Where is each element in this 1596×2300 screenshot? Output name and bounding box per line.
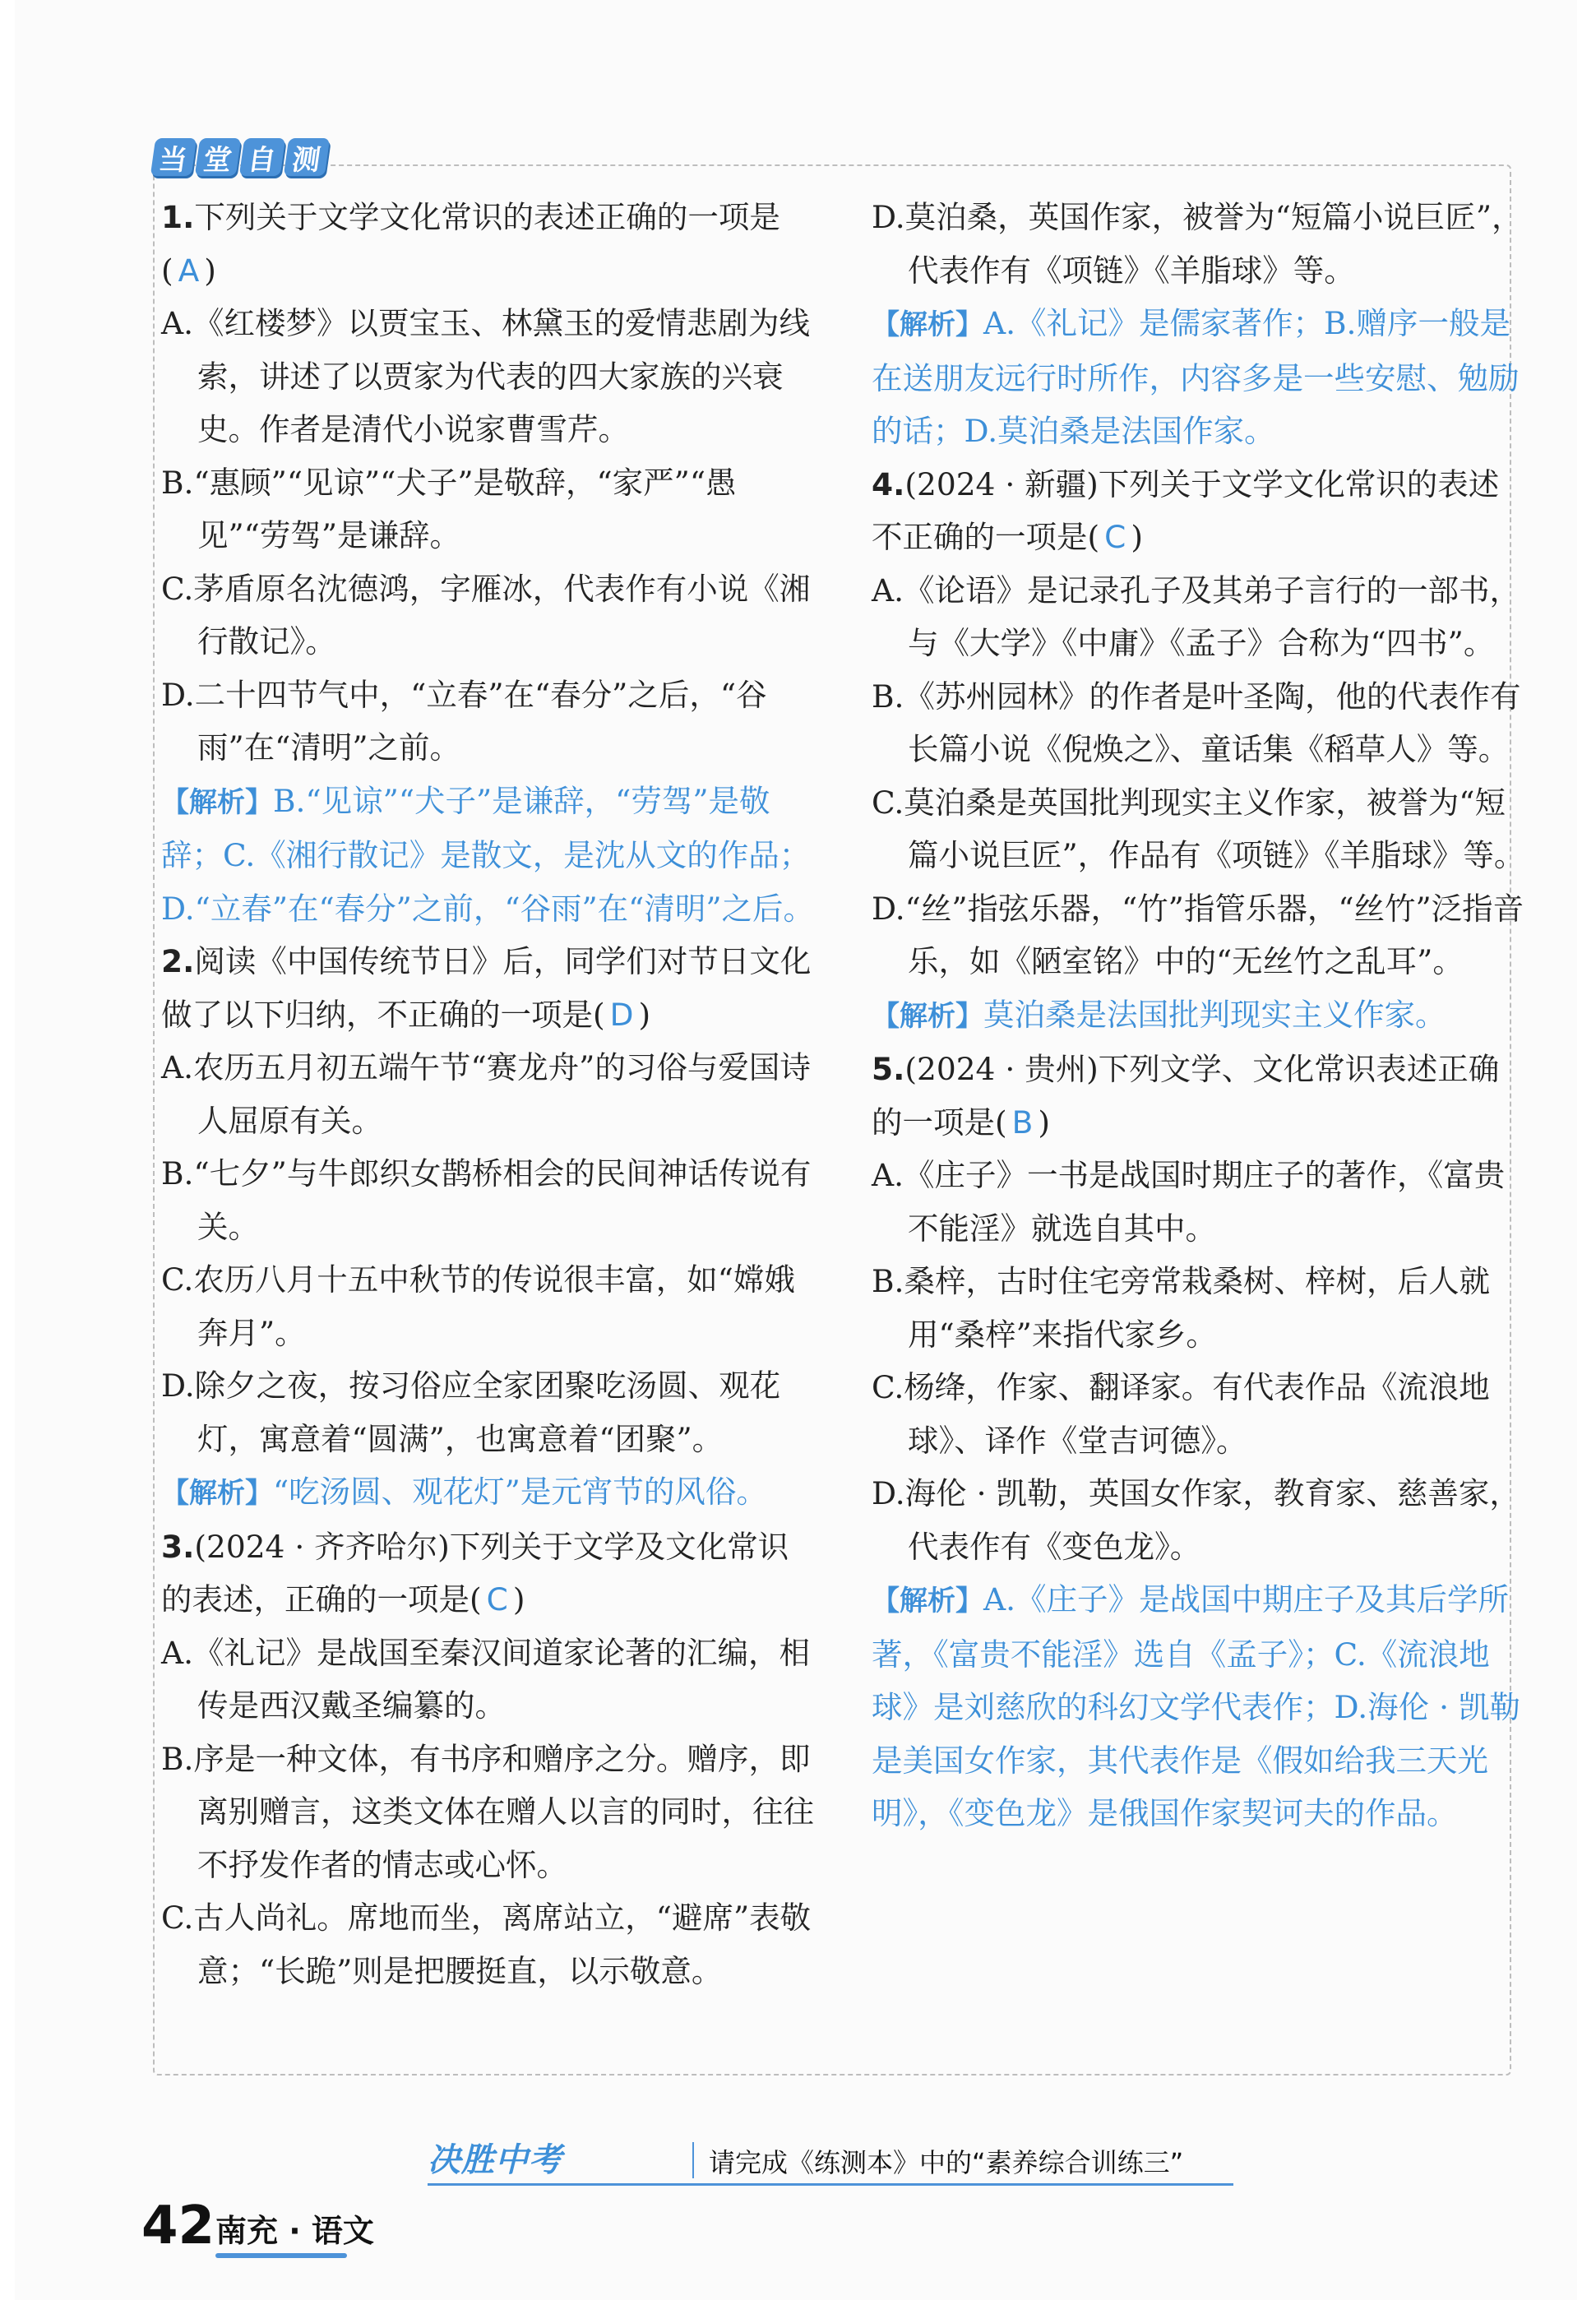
answer-letter: B xyxy=(1011,1104,1034,1141)
question-number: 4. xyxy=(872,465,905,502)
analysis-text: A.《庄子》是战国中期庄子及其后学所著，《富贵不能淫》选自《孟子》；C.《流浪地球》是刘慈欣的科幻文学代表作；D.海伦 · 凯勒是美国女作家，其代表作是《假如给我三天光明》，《变色龙》是俄国作家契诃夫的作品。 xyxy=(872,1581,1520,1831)
footer-note: 请完成《练测本》中的“素养综合训练三” xyxy=(709,2147,1184,2178)
answer-option: D.海伦 · 凯勒，英国女作家，教育家、慈善家，代表作有《变色龙》。 xyxy=(872,1475,1520,1565)
analysis-tag: 【解析】 xyxy=(161,1477,273,1510)
answer-option: B.“惠顾”“见谅”“犬子”是敬辞，“家严”“愚见”“劳驾”是谦辞。 xyxy=(161,464,737,553)
footer-rule xyxy=(428,2183,1233,2186)
banner-char: 堂 xyxy=(195,138,241,176)
answer-option: A.《礼记》是战国至秦汉间道家论著的汇编，相传是西汉戴圣编纂的。 xyxy=(161,1634,810,1724)
answer-option: A.《红楼梦》以贾宝玉、林黛玉的爱情悲剧为线索，讲述了以贾家为代表的四大家族的兴衰史。作者是清代小说家曹雪芹。 xyxy=(161,305,810,447)
answer-option: B.序是一种文体，有书序和赠序之分。赠序，即离别赠言，这类文体在赠人以言的同时，往往不抒发作者的情志或心怀。 xyxy=(161,1740,814,1883)
answer-option: B.桑梓，古时住宅旁常栽桑树、梓树，后人就用“桑梓”来指代家乡。 xyxy=(872,1263,1490,1353)
analysis xyxy=(872,988,1529,1044)
analysis-text: 莫泊桑是法国批判现实主义作家。 xyxy=(983,996,1446,1033)
page-label-underline xyxy=(215,2253,347,2258)
answer-letter: C xyxy=(1104,519,1126,555)
question xyxy=(161,1520,819,1627)
analysis-tag: 【解析】 xyxy=(161,785,273,819)
answer-option: C.茅盾原名沈德鸿，字雁冰，代表作有小说《湘行散记》。 xyxy=(161,570,811,659)
question xyxy=(161,191,819,297)
answer-option: D.莫泊桑，英国作家，被誉为“短篇小说巨匠”，代表作有《项链》《羊脂球》等。 xyxy=(872,199,1523,289)
brand-logo: 决胜中考 xyxy=(428,2141,562,2179)
answer-option: C.莫泊桑是英国批判现实主义作家，被誉为“短篇小说巨匠”，作品有《项链》《羊脂球》等。 xyxy=(872,784,1525,873)
left-column xyxy=(161,191,819,1997)
question-number: 2. xyxy=(161,943,195,979)
answer-option: A.农历五月初五端午节“赛龙舟”的习俗与爱国诗人屈原有关。 xyxy=(161,1049,811,1139)
analysis-tag: 【解析】 xyxy=(872,1585,983,1617)
answer-close: ) xyxy=(204,252,216,289)
answer-letter: D xyxy=(609,996,634,1033)
question-text: (2024 · 新疆)下列关于文学文化常识的表述不正确的一项是( xyxy=(872,465,1500,555)
page-label: 南充 · 语文 xyxy=(215,2213,374,2249)
answer-letter: C xyxy=(486,1581,508,1617)
analysis xyxy=(161,1465,819,1520)
answer-option: B.《苏州园林》的作者是叶圣陶，他的代表作有长篇小说《倪焕之》、童话集《稻草人》等。 xyxy=(872,678,1521,767)
page-number: 42 xyxy=(141,2196,215,2256)
analysis-tag: 【解析】 xyxy=(872,999,983,1033)
analysis xyxy=(161,775,819,936)
analysis-text: B.“见谅”“犬子”是谦辞，“劳驾”是敬辞；C.《湘行散记》是散文，是沈从文的作品；D.“立春”在“春分”之前，“谷雨”在“清明”之后。 xyxy=(161,782,815,927)
answer-option: C.古人尚礼。席地而坐，离席站立，“避席”表敬意；“长跪”则是把腰挺直，以示敬意。 xyxy=(161,1900,812,1989)
analysis xyxy=(872,1573,1529,1840)
question xyxy=(872,1043,1529,1149)
answer-letter: A xyxy=(178,252,200,289)
question-text: 下列关于文学文化常识的表述正确的一项是( xyxy=(161,199,780,289)
question xyxy=(872,458,1529,564)
banner-char: 测 xyxy=(284,138,330,176)
analysis xyxy=(872,297,1529,458)
answer-close: ) xyxy=(638,996,651,1033)
banner-char: 自 xyxy=(239,138,285,176)
answer-option: A.《庄子》一书是战国时期庄子的著作，《富贵不能淫》就选自其中。 xyxy=(872,1157,1506,1247)
question xyxy=(161,935,819,1041)
answer-option: C.农历八月十五中秋节的传说很丰富，如“嫦娥奔月”。 xyxy=(161,1261,795,1351)
question-number: 1. xyxy=(161,199,195,235)
answer-option: C.杨绛，作家、翻译家。有代表作品《流浪地球》、译作《堂吉诃德》。 xyxy=(872,1369,1490,1459)
right-column xyxy=(872,191,1529,1840)
question-text: (2024 · 齐齐哈尔)下列关于文学及文化常识的表述，正确的一项是( xyxy=(161,1528,789,1617)
answer-option: B.“七夕”与牛郎织女鹊桥相会的民间神话传说有关。 xyxy=(161,1155,812,1245)
section-banner xyxy=(153,138,327,183)
answer-option: D.二十四节气中，“立春”在“春分”之后，“谷雨”在“清明”之前。 xyxy=(161,676,767,766)
analysis-text: “吃汤圆、观花灯”是元宵节的风俗。 xyxy=(273,1474,767,1510)
footer-divider xyxy=(692,2142,694,2178)
question-text: 阅读《中国传统节日》后，同学们对节日文化做了以下归纳，不正确的一项是( xyxy=(161,943,812,1033)
question-number: 5. xyxy=(872,1051,905,1087)
answer-option: A.《论语》是记录孔子及其弟子言行的一部书，与《大学》《中庸》《孟子》合称为“四书”。 xyxy=(872,572,1520,661)
banner-char: 当 xyxy=(150,138,197,176)
answer-option: D.除夕之夜，按习俗应全家团聚吃汤圆、观花灯，寓意着“圆满”，也寓意着“团聚”。 xyxy=(161,1368,781,1457)
answer-close: ) xyxy=(512,1581,525,1617)
analysis-tag: 【解析】 xyxy=(872,308,983,341)
question-text: (2024 · 贵州)下列文学、文化常识表述正确的一项是( xyxy=(872,1051,1500,1141)
question-number: 3. xyxy=(161,1528,195,1565)
answer-option: D.“丝”指弦乐器，“竹”指管乐器，“丝竹”泛指音乐，如《陋室铭》中的“无丝竹之乱耳”。 xyxy=(872,890,1524,979)
analysis-text: A.《礼记》是儒家著作；B.赠序一般是在送朋友远行时所作，内容多是一些安慰、勉励的话；D.莫泊桑是法国作家。 xyxy=(872,305,1520,449)
answer-close: ) xyxy=(1131,519,1143,555)
answer-close: ) xyxy=(1038,1104,1051,1141)
